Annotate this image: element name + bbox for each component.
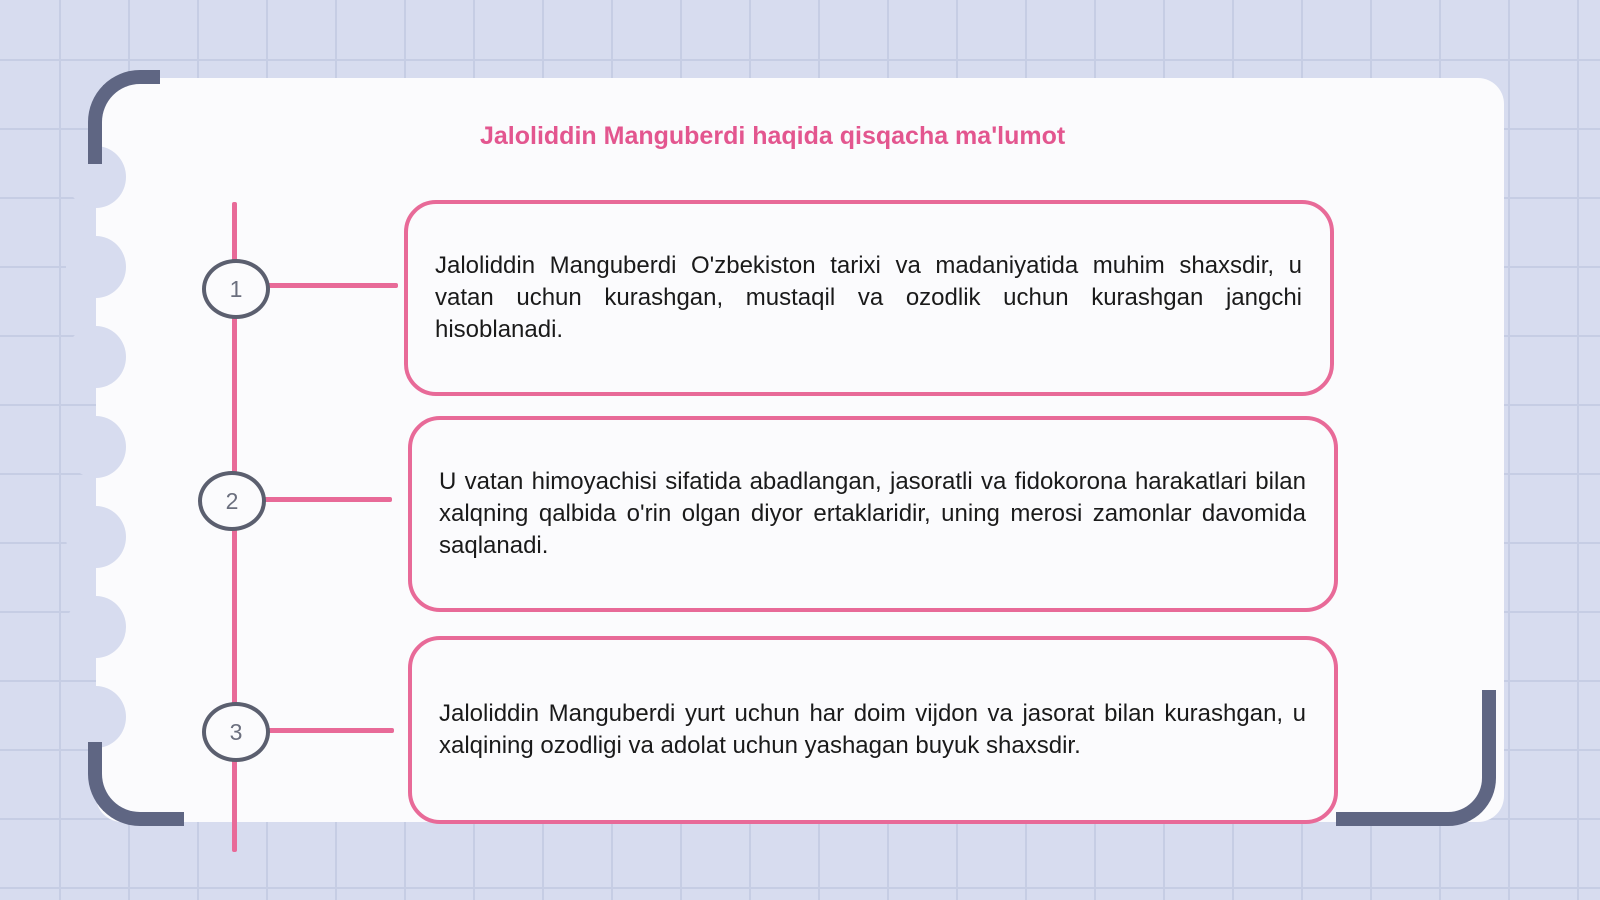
info-card-text: U vatan himoyachisi sifatida abadlangan, jasoratli va fidokorona harakatlari bilan xalqning qalbida o'rin olgan diyor ertaklaridir, uning merosi zamonlar davomida saqlanadi.	[439, 468, 1306, 559]
timeline-connector	[262, 497, 392, 502]
timeline-connector	[264, 283, 398, 288]
corner-bracket-top-left	[88, 70, 160, 164]
info-card	[404, 200, 1334, 396]
slide-title: Jaloliddin Manguberdi haqida qisqacha ma'lumot	[480, 122, 1066, 150]
corner-bracket-bottom-right	[1336, 690, 1496, 826]
info-card	[408, 636, 1338, 824]
info-card-text: Jaloliddin Manguberdi yurt uchun har doim vijdon va jasorat bilan kurashgan, u xalqining ozodligi va adolat uchun yashagan buyuk shaxsdir.	[439, 700, 1306, 759]
timeline-connector	[264, 728, 394, 733]
sheet-scallop	[66, 686, 126, 748]
info-card-text: Jaloliddin Manguberdi O'zbekiston tarixi va madaniyatida muhim shaxsdir, u vatan uchun kurashgan, mustaqil va ozodlik uchun kurashgan jangchi hisoblanadi.	[435, 252, 1302, 343]
step-number-badge: 2	[198, 471, 266, 531]
step-number-badge: 3	[202, 702, 270, 762]
info-card	[408, 416, 1338, 612]
sheet-scallop	[66, 416, 126, 478]
step-number-badge: 1	[202, 259, 270, 319]
sheet-scallop	[66, 326, 126, 388]
sheet-scallop	[66, 596, 126, 658]
sheet-scallop	[66, 506, 126, 568]
sheet-scallop	[66, 236, 126, 298]
